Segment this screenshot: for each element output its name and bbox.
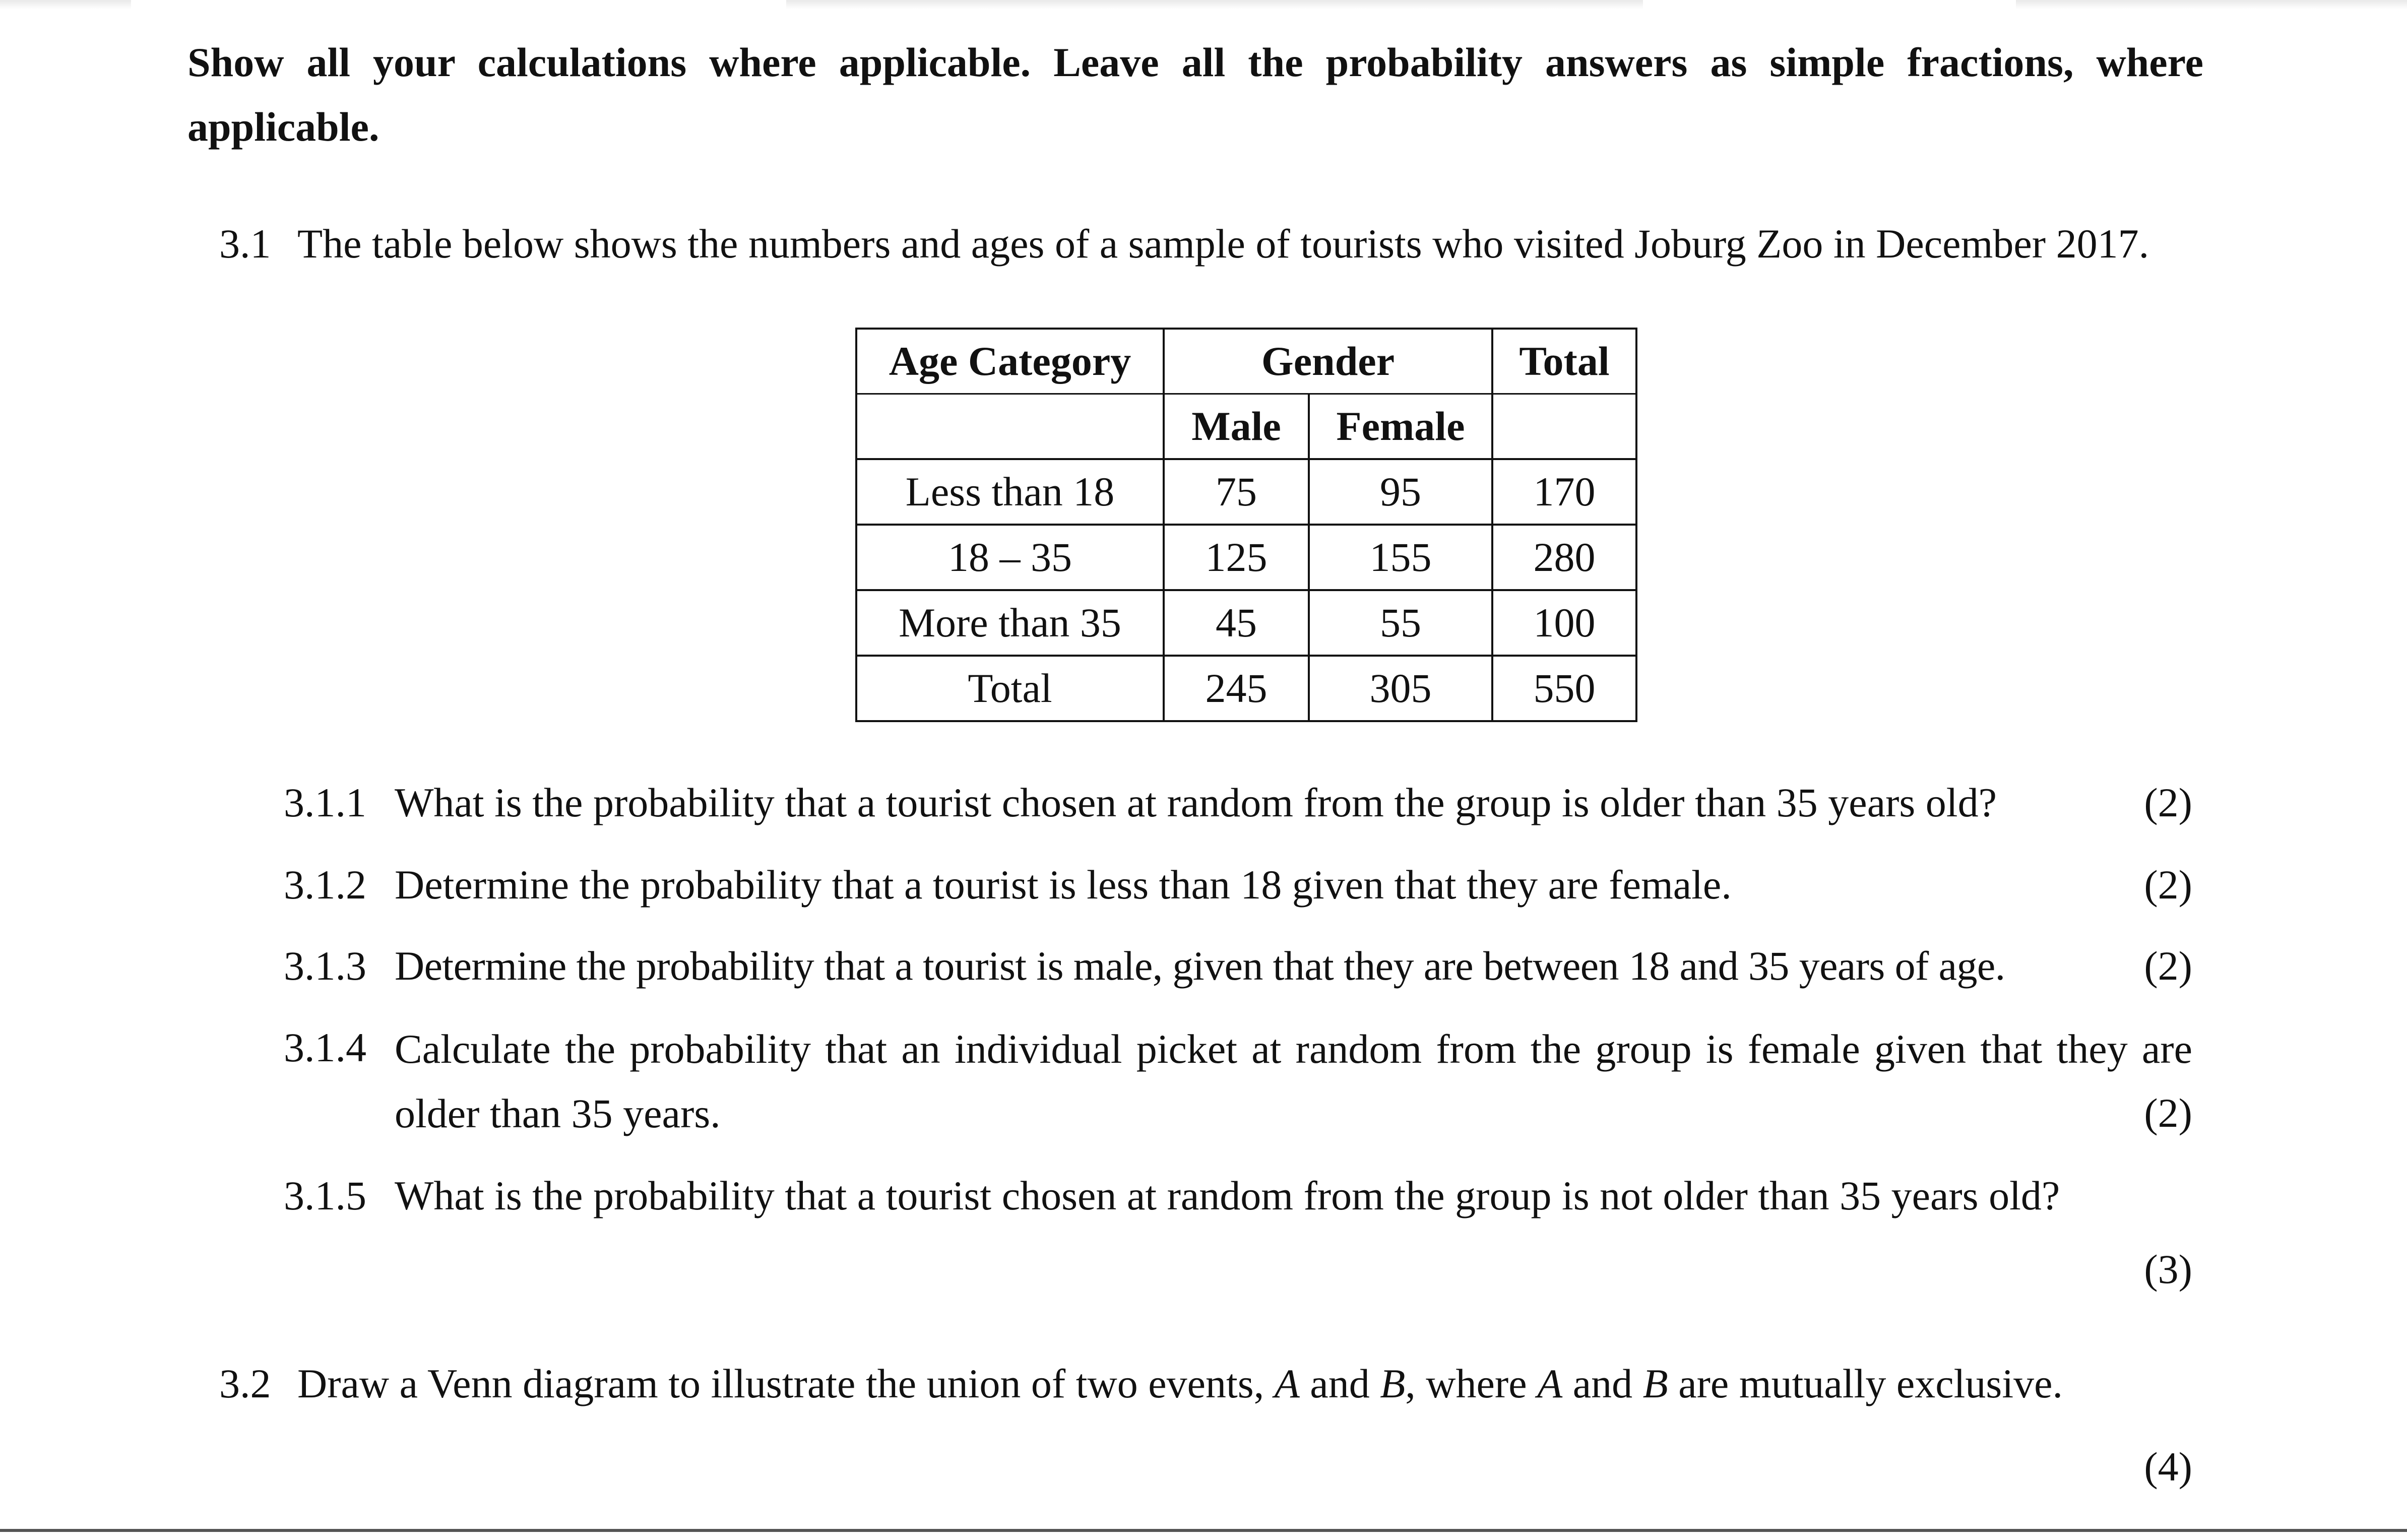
- subquestion-3-1-1-number: 3.1.1: [284, 780, 366, 825]
- row-category: More than 35: [856, 590, 1164, 656]
- row-category: Total: [856, 656, 1164, 721]
- subquestion-3-1-2-number: 3.1.2: [284, 862, 366, 908]
- subquestion-3-1-3-text: Determine the probability that a tourist is male, given that they are between 18 and 35 years of age.: [395, 943, 2005, 989]
- header-male: Male: [1164, 394, 1309, 460]
- subquestion-3-1-1-text: What is the probability that a tourist chosen at random from the group is older than 35 years old?: [395, 780, 1997, 825]
- subquestion-3-1-4-number: 3.1.4: [284, 1024, 366, 1070]
- subquestion-3-1-1-marks: (2): [2144, 780, 2192, 825]
- row-total: 550: [1492, 656, 1636, 721]
- header-age-category: Age Category: [856, 329, 1164, 394]
- subquestion-3-1-4-text: Calculate the probability that an individual picket at random from the group is female given that they are older than 35 years.: [395, 1026, 2192, 1136]
- table-row: [856, 656, 1636, 721]
- row-total: 100: [1492, 590, 1636, 656]
- row-total: 170: [1492, 459, 1636, 525]
- subquestion-3-1-3-number: 3.1.3: [284, 943, 366, 989]
- table-row: [856, 525, 1636, 590]
- subquestion-3-1-2-text: Determine the probability that a tourist is less than 18 given that they are female.: [395, 862, 1732, 908]
- page-bottom-rule: [0, 1529, 2407, 1532]
- row-female: 155: [1309, 525, 1492, 590]
- subquestion-3-1-2-marks: (2): [2144, 862, 2192, 908]
- subquestion-3-1-4-marks: (2): [2144, 1090, 2192, 1136]
- question-3-2-number: 3.2: [219, 1361, 271, 1406]
- instructions-text: Show all your calculations where applicable. Leave all the probability answers as simple fractions, where applicable.: [187, 39, 2203, 150]
- event-b: B: [1380, 1361, 1406, 1406]
- table-row: [856, 590, 1636, 656]
- top-shade-right: [2016, 0, 2407, 9]
- row-male: 245: [1164, 656, 1309, 721]
- subquestion-3-1-5-marks: (3): [2144, 1246, 2192, 1292]
- table-row: [856, 459, 1636, 525]
- top-shade-center: [786, 0, 1643, 9]
- top-shade-left: [0, 0, 131, 9]
- header-female: Female: [1309, 394, 1492, 460]
- row-male: 125: [1164, 525, 1309, 590]
- row-male: 45: [1164, 590, 1309, 656]
- question-3-1-number: 3.1: [219, 221, 271, 267]
- row-category: 18 – 35: [856, 525, 1164, 590]
- row-total: 280: [1492, 525, 1636, 590]
- header-empty-total: [1492, 394, 1636, 460]
- header-gender: Gender: [1164, 329, 1492, 394]
- event-a: A: [1274, 1361, 1300, 1406]
- tourist-table: [855, 328, 1637, 722]
- row-female: 55: [1309, 590, 1492, 656]
- question-3-1-text: The table below shows the numbers and ages of a sample of tourists who visited Joburg Zoo in December 2017.: [297, 221, 2149, 267]
- header-empty-cell: [856, 394, 1164, 460]
- subquestion-3-1-5-text: What is the probability that a tourist chosen at random from the group is not older than 35 years old?: [395, 1173, 2060, 1218]
- event-a: A: [1537, 1361, 1563, 1406]
- subquestion-3-1-3-marks: (2): [2144, 943, 2192, 989]
- row-female: 305: [1309, 656, 1492, 721]
- question-3-2-marks: (4): [2144, 1444, 2192, 1490]
- subquestion-3-1-5-number: 3.1.5: [284, 1173, 366, 1218]
- row-female: 95: [1309, 459, 1492, 525]
- row-category: Less than 18: [856, 459, 1164, 525]
- row-male: 75: [1164, 459, 1309, 525]
- event-b: B: [1642, 1361, 1668, 1406]
- question-3-2-text: Draw a Venn diagram to illustrate the union of two events, A and B, where A and B are mutually exclusive.: [297, 1361, 2063, 1406]
- header-total: Total: [1492, 329, 1636, 394]
